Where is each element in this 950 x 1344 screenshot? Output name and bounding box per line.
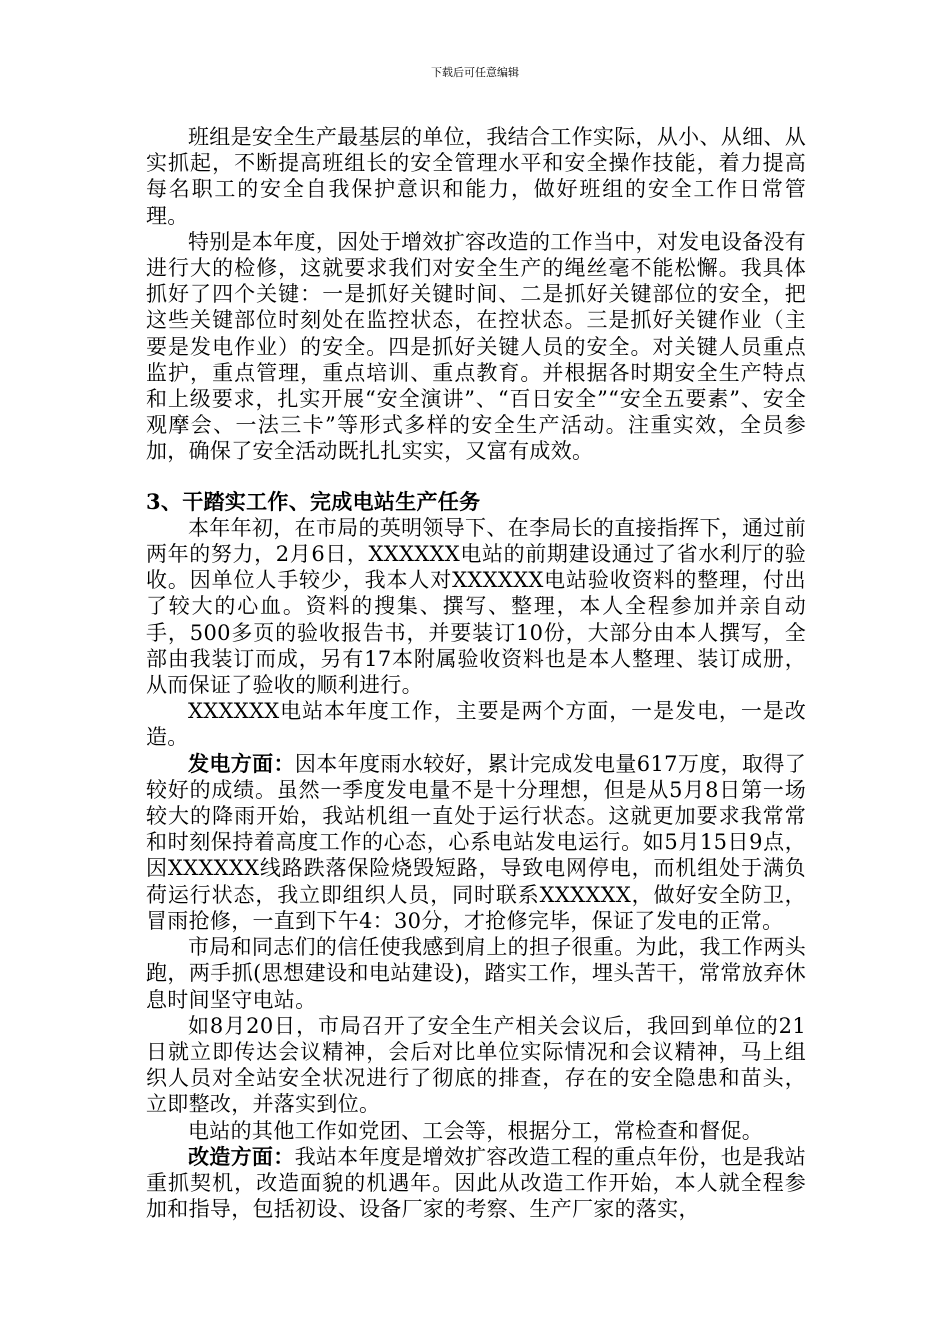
paragraph-acceptance: 本年年初，在市局的英明领导下、在李局长的直接指挥下，通过前两年的努力，2月6日，XXXXXX电站的前期建设通过了省水利厅的验收。因单位人手较少，我本人对XXXXXX电站验收资料的整理，付出了较大的心血。资料的搜集、撰写、整理，本人全程参加并亲自动手，500多页的验收报告书，并要装订10份，大部分由本人撰写，全部由我装订而成，另有17本附属验收资料也是本人整理、装订成册，从而保证了验收的顺利进行。	[146, 515, 806, 698]
page-header: 下载后可任意编辑	[431, 66, 519, 79]
document-body	[146, 124, 806, 1222]
paragraph-power-generation	[146, 751, 806, 934]
reform-text: 我站本年度是增效扩容改造工程的重点年份，也是我站重抓契机，改造面貌的机遇年。因此从改造工作开始，本人就全程参加和指导，包括初设、设备厂家的考察、生产厂家的落实，	[146, 1144, 807, 1222]
power-text: 因本年度雨水较好，累计完成发电量617万度，取得了较好的成绩。虽然一季度发电量不是十分理想，但是从5月8日第一场较大的降雨开始，我站机组一直处于运行状态。这就更加要求我常常和时刻保持着高度工作的心态，心系电站发电运行。如5月15日9点，因XXXXXX线路跌落保险烧毁短路，导致电网停电，而机组处于满负荷运行状态，我立即组织人员，同时联系XXXXXX，做好安全防卫，冒雨抢修，一直到下午4：30分，才抢修完毕，保证了发电的正常。	[146, 751, 806, 933]
paragraph-four-keys: 特别是本年度，因处于增效扩容改造的工作当中，对发电设备没有进行大的检修，这就要求我们对安全生产的绳丝毫不能松懈。我具体抓好了四个关键：一是抓好关键时间、二是抓好关键部位的安全，把这些关键部位时刻处在监控状态，在控状态。三是抓好关键作业（主要是发电作业）的安全。四是抓好关键人员的安全。对关键人员重点监护，重点管理，重点培训、重点教育。并根据各时期安全生产特点和上级要求，扎实开展“安全演讲”、“百日安全”“安全五要素”、安全观摩会、一法三卡”等形式多样的安全生产活动。注重实效，全员参加，确保了安全活动既扎扎实实，又富有成效。	[146, 229, 806, 464]
paragraph-meeting: 如8月20日，市局召开了安全生产相关会议后，我回到单位的21日就立即传达会议精神，会后对比单位实际情况和会议精神，马上组织人员对全站安全状况进行了彻底的排查，存在的安全隐患和苗头，立即整改，并落实到位。	[146, 1013, 806, 1117]
paragraph-two-aspects: XXXXXX电站本年度工作，主要是两个方面，一是发电，一是改造。	[146, 699, 806, 750]
paragraph-reform	[146, 1144, 806, 1223]
paragraph-other-work: 电站的其他工作如党团、工会等，根据分工，常检查和督促。	[188, 1118, 764, 1143]
paragraph-team-safety: 班组是安全生产最基层的单位，我结合工作实际，从小、从细、从实抓起，不断提高班组长的安全管理水平和安全操作技能，着力提高每名职工的安全自我保护意识和能力，做好班组的安全工作日常管理。	[146, 125, 806, 228]
paragraph-trust: 市局和同志们的信任使我感到肩上的担子很重。为此，我工作两头跑，两手抓(思想建设和电站建设)，踏实工作，埋头苦干，常常放弃休息时间坚守电站。	[146, 935, 806, 1012]
reform-lead: 改造方面：	[188, 1143, 295, 1169]
power-lead: 发电方面：	[188, 750, 295, 776]
section-heading: 3、干踏实工作、完成电站生产任务	[146, 488, 481, 514]
